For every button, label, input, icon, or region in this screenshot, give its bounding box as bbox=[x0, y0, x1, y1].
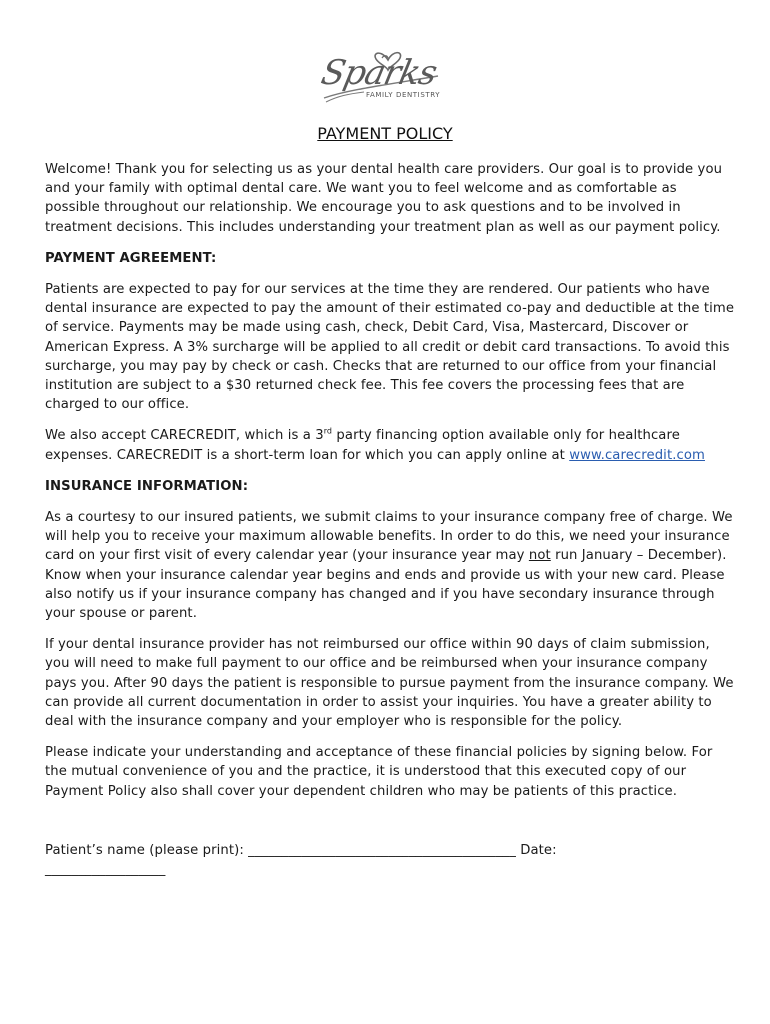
tooth-heart-logo-icon bbox=[318, 46, 452, 106]
insurance-heading: INSURANCE INFORMATION: bbox=[45, 478, 249, 494]
ordinal-suffix: rd bbox=[323, 427, 333, 437]
insurance-paragraph-2: If your dental insurance provider has not reimbursed our office within 90 days of claim submission, you will need to make full payment to our office and be reimbursed when your insurance company pays you. After 90 days the patient is responsible to pursue payment from the insurance company. We can provide all current documentation in order to assist your inquiries. You have a greater ability to deal with the insurance company and your employer who is responsible for the policy. bbox=[45, 637, 734, 730]
insurance-paragraph-1 bbox=[45, 508, 735, 623]
insurance-text-before: As a courtesy to our insured patients, we submit claims to your insurance company free of charge. We will help you to receive your maximum allowable benefits. In order to do this, we need your insurance card on your first visit of every calendar year (your insurance year may bbox=[45, 510, 733, 564]
signature-block bbox=[45, 841, 735, 879]
logo-wordmark: Sparks bbox=[317, 53, 440, 93]
policy-body bbox=[45, 160, 735, 879]
payment-agreement-paragraph: Patients are expected to pay for our services at the time they are rendered. Our patients who have dental insurance are expected to pay the amount of their estimated co-pay and deductible at the time of service. Payments may be made using cash, check, Debit Card, Visa, Mastercard, Discover or American Express. A 3% surcharge will be applied to all credit or debit card transactions. To avoid this surcharge, you may pay by check or cash. Checks that are returned to our office from your financial institution are subject to a $30 returned check fee. This fee covers the processing fees that are charged to our office. bbox=[45, 282, 735, 413]
carecredit-paragraph bbox=[45, 426, 735, 464]
carecredit-text-after: party financing option available only for healthcare expenses. CARECREDIT is a short-term loan for which you can apply online at bbox=[45, 428, 680, 463]
date-field[interactable]: __________________ bbox=[45, 862, 166, 878]
insurance-text-after: run January – December). Know when your insurance calendar year begins and ends and provide us with your new card. Please also notify us if your insurance company has changed and if you have secondary insurance through your spouse or parent. bbox=[45, 548, 727, 622]
carecredit-text-before: We also accept CARECREDIT, which is a 3 bbox=[45, 428, 324, 444]
insurance-paragraph-3: Please indicate your understanding and acceptance of these financial policies by signing below. For the mutual convenience of you and the practice, it is understood that this executed copy of our Payment Policy also shall cover your dependent children who may be patients of this practice. bbox=[45, 745, 713, 799]
payment-agreement-heading: PAYMENT AGREEMENT: bbox=[45, 250, 217, 266]
underlined-not: not bbox=[528, 548, 551, 564]
practice-logo bbox=[318, 46, 452, 106]
carecredit-link[interactable]: www.carecredit.com bbox=[569, 447, 705, 463]
intro-paragraph: Welcome! Thank you for selecting us as your dental health care providers. Our goal is to provide you and your family with optimal dental care. We want you to feel welcome and as comfortable as possible throughout our relationship. We encourage you to ask questions and to be involved in treatment decisions. This includes understanding your treatment plan as well as our payment policy. bbox=[45, 162, 723, 235]
logo-subtitle: FAMILY DENTISTRY bbox=[366, 91, 441, 99]
page-title: PAYMENT POLICY bbox=[317, 124, 453, 143]
patient-name-field[interactable]: Patient’s name (please print): ________________________________________ Date: bbox=[45, 842, 557, 858]
